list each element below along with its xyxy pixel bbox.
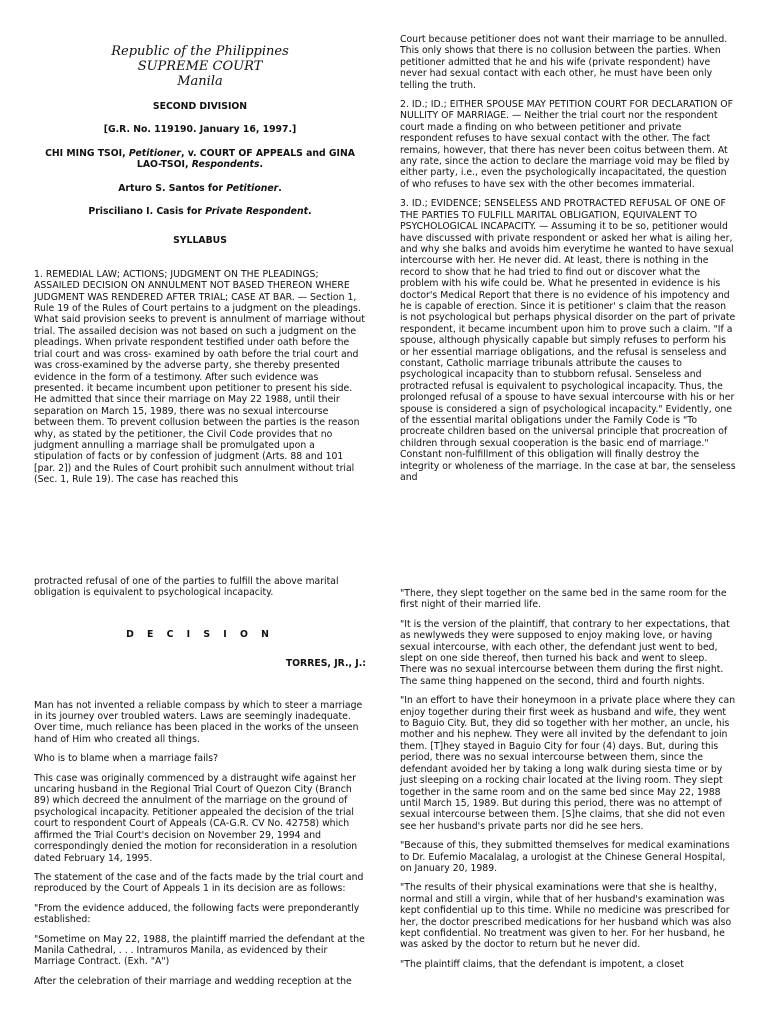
counsel-respondent-name: Prisciliano I. Casis for [88,206,202,218]
top-left-column [34,44,366,494]
decision-paragraph-5: "From the evidence adduced, the following facts were preponderantly established: [34,902,360,926]
facts-paragraph-5: "The results of their physical examinations were that she is healthy, normal and still a virgin, while that of her husband's examination was kept confidential up to this time. While no medicine was prescribed for her, the doctor prescribed medications for her husband which was also kept confidential. No treatment was given to her. For her husband, he was asked by the doctor to return but he never did. [400,882,732,951]
petitioner-name: CHI MING TSOI, [45,147,126,159]
republic-heading: Republic of the Philippines [111,44,289,59]
syllabus-heading: SYLLABUS [173,235,227,247]
facts-paragraph-3: "In an effort to have their honeymoon in a private place where they can enjoy together during their first week as husband and wife, they went to Baguio City. But, they did so together with her mother, an uncle, his mother and his nephew. They were all invited by the defendant to join them. [T]hey stayed in Baguio City for four (4) days. But, during this period, there was no sexual intercourse between them, since the defendant avoided her by taking a long walk during siesta time or by just sleeping on a rocking chair located at the living room. They slept together in the same room and on the same bed since May 22, 1988 until March 15, 1989. But during this period, there was no attempt of sexual intercourse between them. [S]he claims, that she did not even see her husband's private parts nor did he see hers. [400,695,736,832]
ponente: TORRES, JR., J.: [285,658,366,670]
case-parties: CHI MING TSOI, Petitioner, v. COURT OF APPEALS and GINA LAO-TSOI, Respondents. [45,147,355,171]
decision-heading: D E C I S I O N [126,628,274,640]
syllabus-continuation: Court because petitioner does not want their marriage to be annulled. This only shows that there is no collusion between the parties. When petitioner admitted that he and his wife (private respondent) have never had sexual contact with each other, he must have been only telling the truth. [400,34,728,91]
syllabus-paragraph-3: 3. ID.; EVIDENCE; SENSELESS AND PROTRACTED REFUSAL OF ONE OF THE PARTIES TO FULFILL MARITAL OBLIGATION, EQUIVALENT TO PSYCHOLOGICAL INCAPACITY. — Assuming it to be so, petitioner would have discussed with private respondent or asked her what is ailing her, and why she balks and avoids him everytime he wanted to have sexual intercourse with her. He never did. At least, there is nothing in the record to show that he had tried to find out or discover what the problem with his wife could be. What he presented in evidence is his doctor's Medical Report that there is no evidence of his impotency and he is capable of erection. Since it is petitioner' s claim that the reason is not psychological but perhaps physical disorder on the part of private respondent, it became incumbent upon him to prove such a claim. "If a spouse, although physically capable but simply refuses to perform his or her essential marriage obligations, and the refusal is senseless and constant, Catholic marriage tribunals attribute the causes to psychological incapacity than to stubborn refusal. Senseless and protracted refusal is equivalent to psychological incapacity. Thus, the prolonged refusal of a spouse to have sexual intercourse with his or her spouse is considered a sign of psychological incapacity." Evidently, one of the essential marital obligations under the Family Code is "To procreate children based on the universal principle that procreation of children through sexual cooperation is the basic end of marriage." Constant non-fulfillment of this obligation will finally destroy the integrity or wholeness of the marriage. In the case at bar, the senseless and [400,198,736,484]
facts-paragraph-2: "It is the version of the plaintiff, that contrary to her expectations, that as newlyweds they were supposed to enjoy making love, or having sexual intercourse, with each other, the defendant just went to bed, slept on one side thereof, then turned his back and went to sleep. There was no sexual intercourse between them during the first night. The same thing happened on the second, third and fourth nights. [400,618,730,687]
bottom-right-column [400,588,736,978]
petitioner-role: Petitioner [128,147,181,159]
counsel-petitioner-role: Petitioner [226,182,279,194]
counsel-respondent-role: Private Respondent [205,206,309,218]
bottom-left-column [34,576,366,995]
facts-paragraph-4: "Because of this, they submitted themselves for medical examinations to Dr. Eufemio Macalalag, a urologist at the Chinese General Hospital, on January 20, 1989. [400,840,730,874]
facts-paragraph-1: "There, they slept together on the same bed in the same room for the first night of their married life. [400,588,727,611]
court-heading: SUPREME COURT [137,59,263,74]
syllabus-conclusion: protracted refusal of one of the parties to fulfill the above marital obligation is equivalent to psychological incapacity. [34,576,339,599]
syllabus-paragraph-2: 2. ID.; ID.; EITHER SPOUSE MAY PETITION COURT FOR DECLARATION OF NULLITY OF MARRIAGE. — Neither the trial court nor the respondent court made a finding on who between petitioner and private respondent refuses to have sexual contact with the other. The fact remains, however, that there has never been coitus between them. At any rate, since the action to declare the marriage void may be filed by either party, i.e., even the psychologically incapacitated, the question of who refuses to have sex with the other becomes immaterial. [400,99,733,190]
case-number: [G.R. No. 119190. January 16, 1997.] [103,124,297,136]
decision-paragraph-2: Who is to blame when a marriage fails? [34,753,219,765]
decision-paragraph-3: This case was originally commenced by a distraught wife against her uncaring husband in the Regional Trial Court of Quezon City (Branch 89) which decreed the annulment of the marriage on the ground of psychological incapacity. Petitioner appealed the decision of the trial court to respondent Court of Appeals (CA-G.R. CV No. 42758) which affirmed the Trial Court's decision on November 29, 1994 and correspondingly denied the motion for reconsideration in a resolution dated February 14, 1995. [34,772,358,864]
facts-paragraph-6: "The plaintiff claims, that the defendant is impotent, a closet [400,958,684,970]
syllabus-paragraph-1: 1. REMEDIAL LAW; ACTIONS; JUDGMENT ON THE PLEADINGS; ASSAILED DECISION ON ANNULMENT NOT BASED THEREON WHERE JUDGMENT WAS RENDERED AFTER TRIAL; CASE AT BAR. — Section 1, Rule 19 of the Rules of Court pertains to a judgment on the pleadings. What said provision seeks to prevent is annulment of marriage without trial. The assailed decision was not based on such a judgment on the pleadings. When private respondent testified under oath before the trial court and was cross- examined by oath before the trial court and was cross-examined by the adverse party, she thereby presented evidence in the form of a testimony. After such evidence was presented. it became incumbent upon petitioner to present his side. He admitted that since their marriage on May 22 1988, until their separation on March 15, 1989, there was no sexual intercourse between them. To prevent collusion between the parties is the reason why, as stated by the petitioner, the Civil Code provides that no judgment annulling a marriage shall be promulgated upon a stipulation of facts or by confession of judgment (Arts. 88 and 101 [par. 2]) and the Rules of Court prohibit such annulment without trial (Sec. 1, Rule 19). The case has reached this [34,268,365,486]
decision-paragraph-7: After the celebration of their marriage and wedding reception at the [34,975,352,987]
decision-paragraph-1: Man has not invented a reliable compass by which to steer a marriage in its journey over troubled waters. Laws are seemingly inadequate. Over time, much reliance has been placed in the works of the unseen hand of Him who created all things. [34,699,363,745]
division-heading: SECOND DIVISION [152,101,248,112]
decision-paragraph-4: The statement of the case and of the facts made by the trial court and reproduced by the Court of Appeals 1 in its decision are as follows: [34,871,364,895]
respondents-role: Respondents [191,159,260,171]
city-heading: Manila [177,74,223,89]
versus-respondents: , v. COURT OF APPEALS and GINA LAO-TSOI, [136,147,355,171]
counsel-petitioner-name: Arturo S. Santos for [118,182,223,194]
counsel-respondent: Prisciliano I. Casis for Private Respondent. [88,206,312,218]
counsel-petitioner: Arturo S. Santos for Petitioner. [118,182,282,194]
decision-paragraph-6: "Sometime on May 22, 1988, the plaintiff married the defendant at the Manila Cathedral, . . . Intramuros Manila, as evidenced by their Marriage Contract. (Exh. "A") [34,933,365,968]
top-right-column [400,34,736,491]
